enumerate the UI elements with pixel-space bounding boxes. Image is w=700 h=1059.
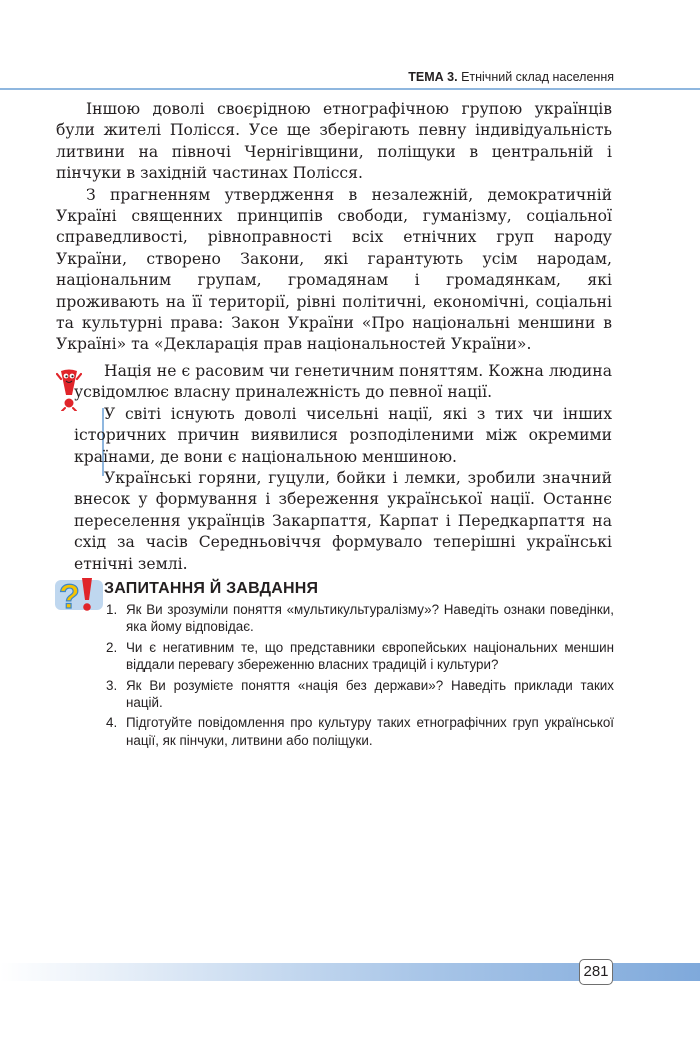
paragraph-polissia: Іншою доволі своєрідною етнографічною групою українців були жителі Полісся. Усе ще зберігають певну індивідуальність литвини на півночі Чернігівщини, поліщуки в центральній і пінчуки в західній частинах Полісся.: [56, 100, 612, 183]
list-item: [106, 601, 614, 636]
list-item: [106, 714, 614, 749]
question-text: Чи є негативним те, що представники європейських національних меншин віддали перевагу збереженню власних традицій і культури?: [126, 639, 614, 673]
question-exclamation-icon: [55, 574, 103, 614]
question-number: 2.: [106, 639, 118, 655]
question-text: Як Ви зрозуміли поняття «мультикультуралізму»? Наведіть ознаки поведінки, яка йому відповідає.: [126, 602, 614, 635]
list-item: [106, 677, 614, 712]
page-number: 281: [579, 959, 613, 985]
list-item: [106, 639, 614, 674]
question-number: 1.: [106, 602, 118, 617]
question-number: 4.: [106, 715, 118, 731]
note-paragraph: У світі існують доволі чисельні нації, які з тих чи інших історичних причин виявилися розподіленими між окремими країнами, де вони є національною меншиною.: [74, 404, 612, 466]
questions-list: [106, 601, 614, 752]
questions-title: ЗАПИТАННЯ Й ЗАВДАННЯ: [104, 580, 319, 597]
note-paragraph: Нація не є расовим чи генетичним поняттям. Кожна людина усвідомлює власну приналежність до певної нації.: [74, 362, 612, 402]
svg-text:?: ?: [59, 578, 80, 614]
note-box: [74, 361, 612, 575]
header-divider: [0, 88, 700, 90]
theme-title: Етнічний склад населення: [461, 70, 614, 84]
paragraph-laws: З прагненням утвердження в незалежній, демократичній Україні священних принципів свободи, гуманізму, соціальної справедливості, рівноправності всіх етнічних груп народу України, створено Закони, які гарантують усім народам, національним групам, громадянам і громадянкам, які проживають на її території, рівні політичні, економічні, соціальні та культурні права: Закон України «Про національні меншини в Україні» та «Декларація прав національностей України».: [56, 185, 612, 354]
main-text: [56, 99, 612, 356]
question-number: 3.: [106, 677, 118, 693]
question-text: Підготуйте повідомлення про культуру таких етнографічних груп української нації, як пінчуки, литвини або поліщуки.: [126, 715, 614, 748]
question-text: Як Ви розумієте поняття «нація без держави»? Наведіть приклади таких націй.: [126, 677, 614, 711]
note-paragraph: Українські горяни, гуцули, бойки і лемки, зробили значний внесок у формування і збереження української нації. Останнє переселення українців Закарпаття, Карпат і Передкарпаття на схід за часів Середньовіччя формувало теперішні українські етнічні землі.: [74, 469, 612, 573]
running-header: [408, 70, 614, 84]
theme-label: ТЕМА 3.: [408, 70, 458, 84]
